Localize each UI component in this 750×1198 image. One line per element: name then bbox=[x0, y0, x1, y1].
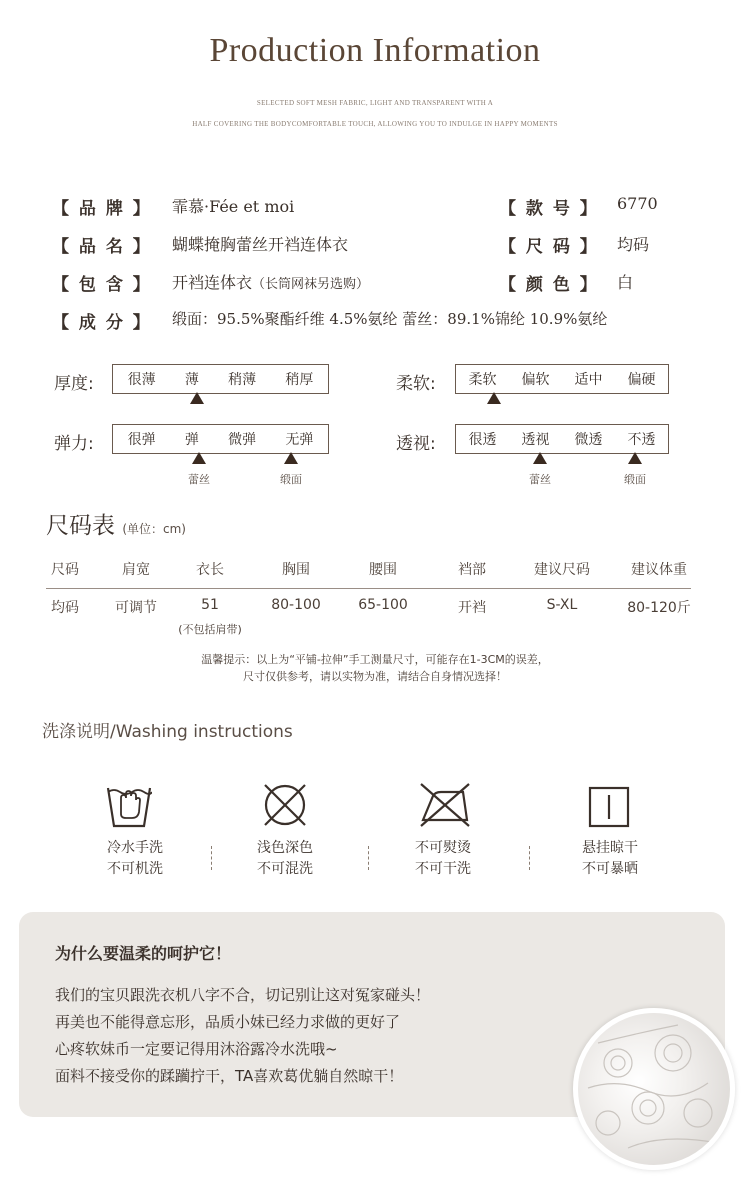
elasticity-lace-marker-icon bbox=[192, 452, 206, 464]
softness-option: 偏软 bbox=[521, 372, 550, 388]
wash-separator bbox=[368, 846, 369, 870]
elasticity-satin-caption: 缎面 bbox=[280, 473, 302, 486]
transparency-option: 微透 bbox=[574, 432, 603, 448]
name-value: 蝴蝶掩胸蕾丝开裆连体衣 bbox=[172, 235, 349, 254]
size-chart-divider bbox=[46, 588, 691, 589]
size-header: 肩宽 bbox=[122, 562, 150, 578]
thickness-option: 薄 bbox=[184, 372, 199, 388]
size-header: 衣长 bbox=[196, 562, 224, 578]
size-header: 尺码 bbox=[51, 562, 79, 578]
elasticity-option: 无弹 bbox=[285, 432, 314, 448]
size-header: 建议体重 bbox=[631, 562, 687, 578]
care-line: 再美也不能得意忘形，品质小妹已经力求做的更好了 bbox=[55, 1013, 401, 1031]
length-note: (不包括肩带) bbox=[178, 623, 242, 636]
elasticity-option: 微弹 bbox=[228, 432, 257, 448]
size-header: 腰围 bbox=[369, 562, 397, 578]
brand-label: 【 品 牌 】 bbox=[52, 199, 152, 219]
size-value: 均码 bbox=[617, 235, 650, 254]
size-header: 裆部 bbox=[458, 562, 486, 578]
thickness-scale bbox=[112, 364, 329, 394]
size-header: 建议尺码 bbox=[534, 562, 590, 578]
size-tip-line-1: 温馨提示：以上为“平铺-拉伸”手工测量尺寸，可能存在1-3CM的误差， bbox=[201, 653, 549, 666]
elasticity-option: 很弹 bbox=[127, 432, 156, 448]
wash-item-separate: 浅色深色 不可混洗 bbox=[257, 840, 313, 877]
elasticity-scale bbox=[112, 424, 329, 454]
care-line: 我们的宝贝跟洗衣机八字不合，切记别让这对冤家碰头！ bbox=[55, 986, 431, 1004]
material-label: 【 成 分 】 bbox=[52, 313, 152, 333]
wash-item-no-iron: 不可熨烫 不可干洗 bbox=[415, 840, 471, 877]
wash-item-hand-wash: 冷水手洗 不可机洗 bbox=[107, 840, 163, 877]
thickness-option: 稍厚 bbox=[285, 372, 314, 388]
softness-marker-icon bbox=[487, 392, 501, 404]
name-label: 【 品 名 】 bbox=[52, 237, 152, 257]
elasticity-label: 弹力: bbox=[54, 434, 94, 454]
care-line: 心疼软妹币一定要记得用沐浴露冷水洗哦~ bbox=[55, 1040, 338, 1058]
style-label: 【 款 号 】 bbox=[499, 199, 599, 219]
info-row-name bbox=[52, 232, 742, 260]
hang-dry-icon bbox=[588, 786, 630, 828]
care-heading: 为什么要温柔的呵护它！ bbox=[55, 944, 232, 963]
contains-value: 开裆连体衣（长筒网袜另选购） bbox=[172, 273, 370, 292]
color-value: 白 bbox=[617, 273, 634, 292]
transparency-scale bbox=[455, 424, 669, 454]
info-row-material bbox=[52, 308, 742, 336]
elasticity-satin-marker-icon bbox=[284, 452, 298, 464]
thickness-option: 稍薄 bbox=[228, 372, 257, 388]
subtitle-line-2: HALF COVERING THE BODYCOMFORTABLE TOUCH, ALLOWING YOU TO INDULGE IN HAPPY MOMENTS bbox=[192, 120, 558, 128]
style-value: 6770 bbox=[617, 194, 658, 213]
softness-option: 偏硬 bbox=[627, 372, 656, 388]
size-header: 胸围 bbox=[282, 562, 310, 578]
thickness-option: 很薄 bbox=[127, 372, 156, 388]
transparency-lace-marker-icon bbox=[533, 452, 547, 464]
brand-value: 霏慕·Fée et moi bbox=[172, 197, 295, 216]
material-value: 缎面：95.5%聚酯纤维 4.5%氨纶 蕾丝：89.1%锦纶 10.9%氨纶 bbox=[172, 310, 608, 328]
transparency-lace-caption: 蕾丝 bbox=[529, 473, 551, 486]
size-cell: 均码 bbox=[51, 600, 79, 616]
no-iron-icon bbox=[417, 782, 473, 828]
page-title: Production Information bbox=[209, 32, 541, 69]
subtitle-line-1: SELECTED SOFT MESH FABRIC, LIGHT AND TRANSPARENT WITH A bbox=[256, 99, 494, 107]
wash-separator bbox=[529, 846, 530, 870]
transparency-satin-marker-icon bbox=[628, 452, 642, 464]
transparency-option: 透视 bbox=[521, 432, 550, 448]
lace-fabric-photo bbox=[573, 1008, 735, 1170]
softness-label: 柔软: bbox=[396, 374, 436, 394]
size-cell: 可调节 bbox=[115, 600, 157, 616]
transparency-label: 透视: bbox=[396, 434, 436, 454]
size-cell: 65-100 bbox=[358, 597, 408, 613]
contains-note: （长筒网袜另选购） bbox=[252, 277, 370, 292]
wash-separator bbox=[211, 846, 212, 870]
info-row-contains bbox=[52, 270, 742, 298]
care-line: 面料不接受你的蹂躏拧干，TA喜欢葛优躺自然晾干！ bbox=[55, 1067, 404, 1085]
softness-option: 柔软 bbox=[468, 372, 497, 388]
size-tip-line-2: 尺寸仅供参考，请以实物为准，请结合自身情况选择！ bbox=[243, 670, 507, 683]
thickness-label: 厚度: bbox=[54, 374, 94, 394]
thickness-marker-icon bbox=[190, 392, 204, 404]
transparency-option: 很透 bbox=[468, 432, 497, 448]
size-cell: S-XL bbox=[546, 597, 578, 613]
color-label: 【 颜 色 】 bbox=[499, 275, 599, 295]
softness-scale bbox=[455, 364, 669, 394]
size-chart-unit: (单位：cm) bbox=[122, 522, 186, 536]
washing-title: 洗涤说明/Washing instructions bbox=[42, 722, 293, 742]
elasticity-option: 弹 bbox=[184, 432, 199, 448]
size-chart-title: 尺码表 (单位：cm) bbox=[46, 513, 186, 539]
size-label: 【 尺 码 】 bbox=[499, 237, 599, 257]
elasticity-lace-caption: 蕾丝 bbox=[188, 473, 210, 486]
size-cell: 80-120斤 bbox=[627, 600, 691, 616]
info-row-brand bbox=[52, 194, 742, 222]
size-cell: 80-100 bbox=[271, 597, 321, 613]
no-bleach-icon bbox=[262, 782, 308, 828]
size-cell: 51 bbox=[201, 597, 219, 613]
softness-option: 适中 bbox=[574, 372, 603, 388]
size-cell: 开裆 bbox=[458, 600, 486, 616]
lace-pattern-icon bbox=[578, 1013, 730, 1165]
transparency-satin-caption: 缎面 bbox=[624, 473, 646, 486]
hand-wash-icon bbox=[106, 780, 152, 828]
transparency-option: 不透 bbox=[627, 432, 656, 448]
wash-item-hang-dry: 悬挂晾干 不可暴晒 bbox=[582, 840, 638, 877]
contains-label: 【 包 含 】 bbox=[52, 275, 152, 295]
